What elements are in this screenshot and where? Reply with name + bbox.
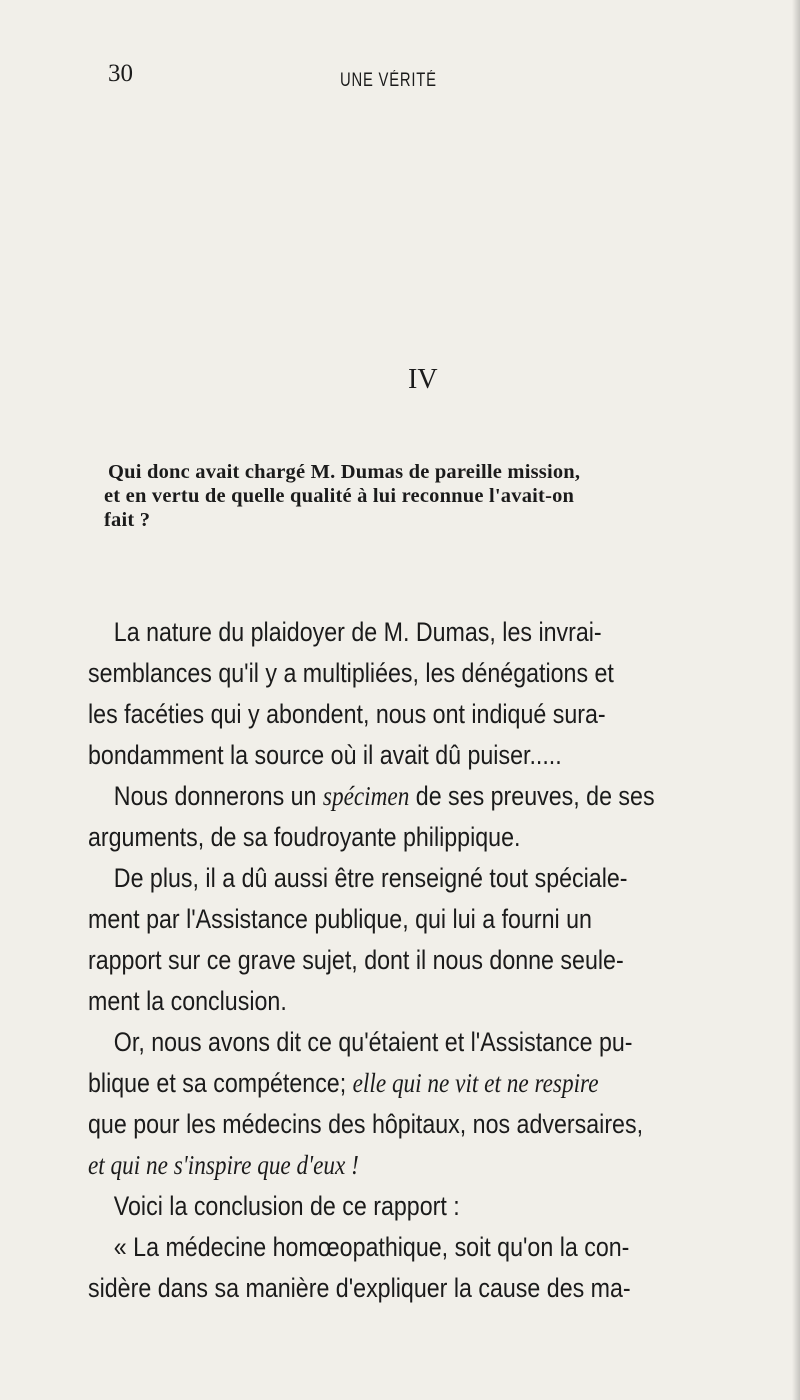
summary-line: Qui donc avait chargé M. Dumas de pareille mission, <box>108 461 581 483</box>
paragraph-line: ment par l'Assistance publique, qui lui a fourni un <box>88 904 592 934</box>
text-run: Nous donnerons un <box>113 781 323 811</box>
paragraph-line <box>88 1145 656 1186</box>
paragraph-line: De plus, il a dû aussi être renseigné tout spéciale- <box>113 863 628 893</box>
paragraph-line: semblances qu'il y a multipliées, les dénégations et <box>88 658 614 688</box>
chapter-summary <box>104 460 744 532</box>
italic-text: elle qui ne vit et ne respire <box>352 1068 599 1098</box>
summary-line: et en vertu de quelle qualité à lui reconnue l'avait-on <box>104 485 575 507</box>
italic-text: et qui ne s'inspire que d'eux ! <box>88 1150 359 1180</box>
paragraph-line: Or, nous avons dit ce qu'étaient et l'Assistance pu- <box>113 1027 633 1057</box>
paragraph-line: bondamment la source où il avait dû puiser..... <box>88 740 562 770</box>
page-edge-shadow <box>792 0 800 1400</box>
paragraph-line: arguments, de sa foudroyante philippique. <box>88 822 521 852</box>
section-number: IV <box>408 364 438 395</box>
paragraph-line: rapport sur ce grave sujet, dont il nous donne seule- <box>88 945 624 975</box>
text-run: blique et sa compétence; <box>88 1068 353 1098</box>
paragraph-line: Voici la conclusion de ce rapport : <box>113 1191 460 1221</box>
paragraph-line: ment la conclusion. <box>88 986 287 1016</box>
italic-text: spécimen <box>322 781 410 811</box>
paragraph-line: La nature du plaidoyer de M. Dumas, les invrai- <box>113 617 602 647</box>
paragraph-line: sidère dans sa manière d'expliquer la cause des ma- <box>88 1273 631 1303</box>
summary-line: fait ? <box>104 509 151 531</box>
text-run: de ses preuves, de ses <box>409 781 655 811</box>
paragraph-line <box>88 1063 656 1104</box>
page-number: 30 <box>108 60 133 87</box>
paragraph-line: « La médecine homœopathique, soit qu'on la con- <box>113 1232 630 1262</box>
body-text <box>88 612 748 1309</box>
paragraph-line <box>88 776 656 817</box>
paragraph-line: que pour les médecins des hôpitaux, nos adversaires, <box>88 1109 644 1139</box>
paragraph-line: les facéties qui y abondent, nous ont indiqué sura- <box>88 699 606 729</box>
running-title: UNE VÉRITÉ <box>340 70 437 91</box>
